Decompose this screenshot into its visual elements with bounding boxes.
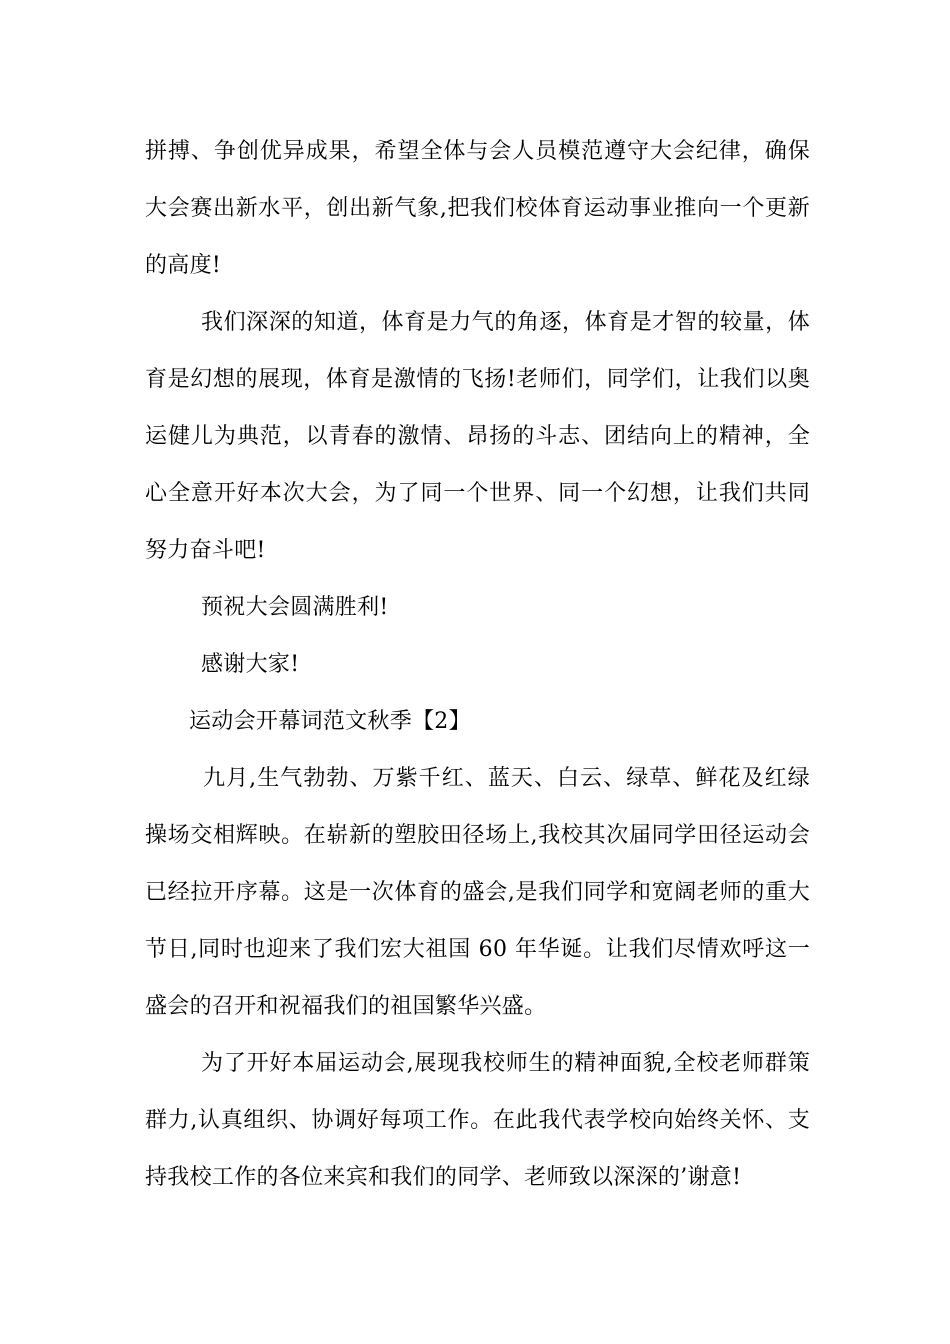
- paragraph-7-line-3: 持我校工作的各位来宾和我们的同学、老师致以深深的’谢意!: [145, 1165, 742, 1190]
- section-heading: 运动会开幕词范文秋季【2】: [189, 709, 471, 734]
- paragraph-2-line-2: 育是幻想的展现，体育是激情的飞扬!老师们，同学们，让我们以奥: [145, 367, 810, 392]
- paragraph-2-line-1: 我们深深的知道，体育是力气的角逐，体育是才智的较量，体: [201, 310, 810, 335]
- paragraph-6-line-4: 节日,同时也迎来了我们宏大祖国 60 年华诞。让我们尽情欢呼这一: [145, 937, 810, 962]
- paragraph-2-line-3: 运健儿为典范，以青春的激情、昂扬的斗志、团结向上的精神，全: [145, 424, 810, 449]
- paragraph-2-line-4: 心全意开好本次大会，为了同一个世界、同一个幻想，让我们共同: [145, 481, 810, 506]
- paragraph-1-line-1: 拼搏、争创优异成果，希望全体与会人员模范遵守大会纪律，确保: [145, 139, 810, 164]
- paragraph-7-line-2: 群力,认真组织、协调好每项工作。在此我代表学校向始终关怀、支: [145, 1108, 810, 1133]
- paragraph-6-line-2: 操场交相辉映。在崭新的塑胶田径场上,我校其次届同学田径运动会: [145, 823, 810, 848]
- paragraph-3-line-1: 预祝大会圆满胜利!: [201, 595, 389, 620]
- paragraph-4-line-1: 感谢大家!: [201, 652, 300, 677]
- paragraph-6-line-5: 盛会的召开和祝福我们的祖国繁华兴盛。: [145, 994, 547, 1019]
- paragraph-6-line-3: 已经拉开序幕。这是一次体育的盛会,是我们同学和宽阔老师的重大: [145, 880, 810, 905]
- paragraph-1-line-3: 的高度!: [145, 253, 222, 278]
- paragraph-1-line-2: 大会赛出新水平，创出新气象,把我们校体育运动事业推向一个更新: [145, 196, 810, 221]
- paragraph-6-line-1: 九月,生气勃勃、万紫千红、蓝天、白云、绿草、鲜花及红绿: [203, 766, 810, 791]
- paragraph-7-line-1: 为了开好本届运动会,展现我校师生的精神面貌,全校老师群策: [201, 1051, 810, 1076]
- paragraph-2-line-5: 努力奋斗吧!: [145, 538, 266, 563]
